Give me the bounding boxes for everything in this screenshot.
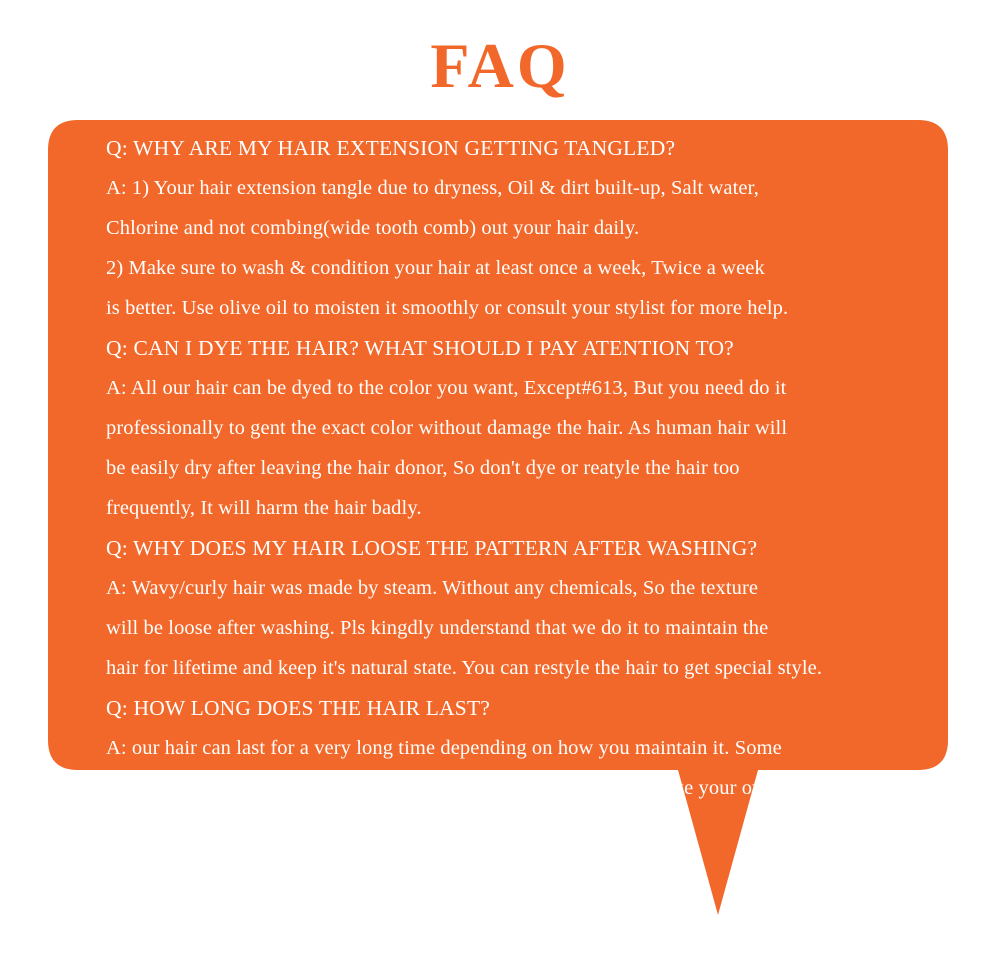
faq-answer-line: A: All our hair can be dyed to the color you want, Except#613, But you need do it	[106, 377, 787, 399]
page-title: FAQ	[430, 30, 570, 101]
faq-content	[106, 128, 936, 848]
faq-item	[106, 328, 936, 528]
faq-question: Q: WHY ARE MY HAIR EXTENSION GETTING TANGLED?	[106, 136, 676, 160]
faq-answer-line: Chlorine and not combing(wide tooth comb) out your hair daily.	[106, 217, 640, 239]
faq-answer-line: A: 1) Your hair extension tangle due to dryness, Oil & dirt built-up, Salt water,	[106, 177, 759, 199]
faq-item	[106, 688, 936, 848]
faq-answer-line: customer care it very well and use it more than 12 months. Treat it like your own hair	[106, 777, 815, 799]
speech-bubble	[18, 110, 978, 920]
faq-answer-line: A: Wavy/curly hair was made by steam. Without any chemicals, So the texture	[106, 577, 759, 599]
faq-answer-line: frequently, It will harm the hair badly.	[106, 497, 422, 519]
faq-answer-line: be easily dry after leaving the hair donor, So don't dye or reatyle the hair too	[106, 457, 740, 479]
faq-answer-line: professionally to gent the exact color without damage the hair. As human hair will	[106, 417, 788, 439]
faq-answer-line: will be loose after washing. Pls kingdly understand that we do it to maintain the	[106, 617, 769, 639]
faq-question: Q: HOW LONG DOES THE HAIR LAST?	[106, 696, 491, 720]
faq-question: Q: WHY DOES MY HAIR LOOSE THE PATTERN AFTER WASHING?	[106, 536, 758, 560]
faq-item	[106, 128, 936, 328]
faq-answer-line: is better. Use olive oil to moisten it smoothly or consult your stylist for more help.	[106, 297, 789, 319]
faq-answer-line: 2) Make sure to wash & condition your hair at least once a week, Twice a week	[106, 257, 765, 279]
faq-answer-line: hair for lifetime and keep it's natural state. You can restyle the hair to get special style.	[106, 657, 823, 679]
faq-answer-line: and take very good care of it to last longer.	[106, 817, 462, 839]
faq-answer-line: A: our hair can last for a very long time depending on how you maintain it. Some	[106, 737, 782, 759]
faq-item	[106, 528, 936, 688]
faq-question: Q: CAN I DYE THE HAIR? WHAT SHOULD I PAY ATENTION TO?	[106, 336, 734, 360]
